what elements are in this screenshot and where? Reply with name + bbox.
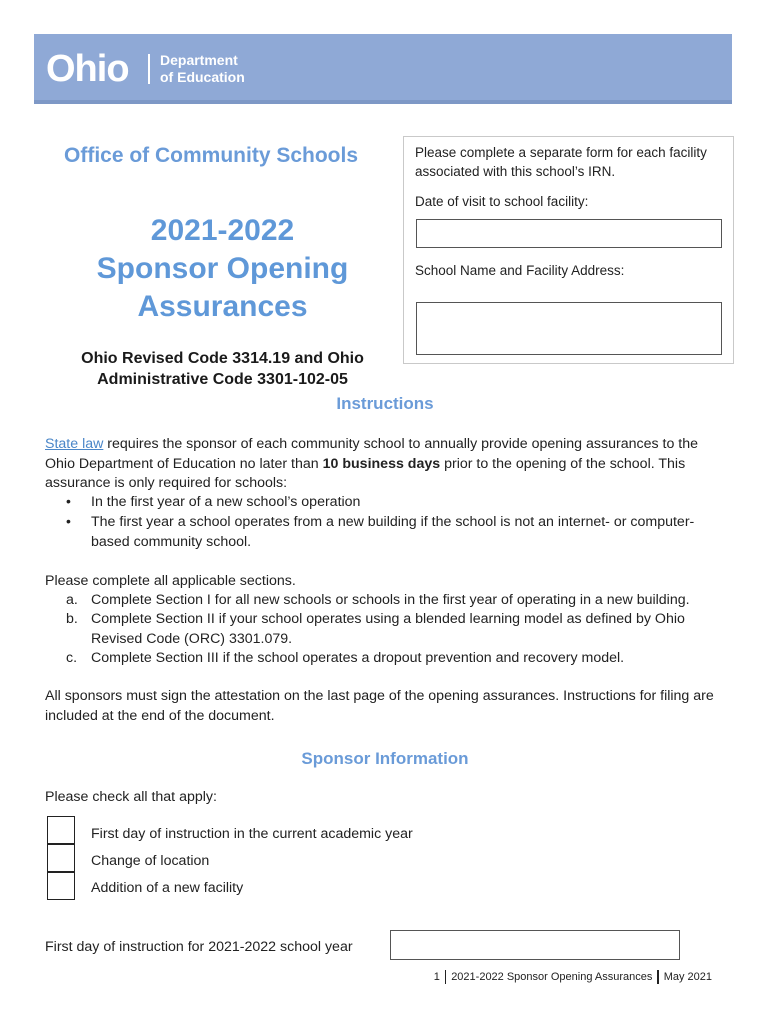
document-title-line-3: Assurances [137, 290, 308, 323]
header-banner [34, 34, 732, 104]
bullet-symbol: • [66, 513, 71, 529]
code-reference-line-1: Ohio Revised Code 3314.19 and Ohio [81, 350, 364, 367]
step-text: Complete Section III if the school operates a dropout prevention and recovery model. [91, 650, 625, 666]
step-label: c. [66, 650, 78, 666]
footer-title: 2021-2022 Sponsor Opening Assurances [451, 970, 653, 983]
address-label: School Name and Facility Address: [415, 263, 625, 278]
header-banner-shadow [34, 100, 732, 104]
checkbox-first-day[interactable] [47, 816, 75, 844]
ohio-logo-wordmark: Ohio [46, 48, 129, 90]
logo-divider [148, 54, 150, 84]
bullet-item: In the first year of a new school’s operation [91, 494, 361, 510]
footer-separator [657, 970, 658, 984]
footer-date: May 2021 [663, 970, 712, 983]
office-title: Office of Community Schools [64, 144, 359, 167]
first-day-label: First day of instruction for 2021-2022 school year [45, 939, 353, 955]
first-day-field[interactable] [390, 930, 680, 960]
department-name [160, 52, 245, 86]
document-title-line-2: Sponsor Opening [96, 252, 349, 285]
instructions-intro [45, 435, 730, 494]
check-prompt: Please check all that apply: [45, 789, 217, 805]
visit-date-field[interactable] [416, 219, 722, 248]
checkbox-change-location[interactable] [47, 844, 75, 872]
intro-text-part-2: prior to the opening of the school. This assurance is only required for schools: [45, 455, 686, 492]
attestation-note: All sponsors must sign the attestation on the last page of the opening assurances. Instructions for filing are included at the end of the document. [45, 688, 714, 724]
code-reference-line-2: Administrative Code 3301-102-05 [97, 371, 348, 388]
state-law-link[interactable]: State law [45, 436, 104, 452]
intro-text-bold: 10 business days [322, 455, 441, 472]
checkbox-change-location-label: Change of location [91, 853, 210, 869]
checkbox-new-facility[interactable] [47, 872, 75, 900]
document-title-line-1: 2021-2022 [150, 214, 295, 247]
document-title [60, 212, 385, 326]
facility-note: Please complete a separate form for each facility associated with this school’s IRN. [415, 145, 707, 179]
step-label: a. [66, 592, 78, 608]
bullet-item: The first year a school operates from a new building if the school is not an internet- or computer-based community school. [91, 514, 695, 550]
step-text: Complete Section I for all new schools or schools in the first year of operating in a new building. [91, 592, 690, 608]
intro-text-part-1: requires the sponsor of each community school to annually provide opening assurances to the Ohio Department of Education no later than [45, 436, 699, 472]
step-label: b. [66, 611, 78, 627]
footer-separator [445, 970, 446, 984]
address-field[interactable] [416, 302, 722, 355]
page-footer [0, 970, 712, 984]
complete-sections-intro: Please complete all applicable sections. [45, 573, 296, 589]
checkbox-new-facility-label: Addition of a new facility [91, 880, 244, 896]
checkbox-first-day-label: First day of instruction in the current academic year [91, 826, 413, 842]
instructions-heading: Instructions [336, 394, 434, 413]
department-line-2: of Education [160, 69, 245, 85]
department-line-1: Department [160, 52, 238, 68]
footer-page-number: 1 [433, 970, 440, 983]
visit-date-label: Date of visit to school facility: [415, 194, 589, 209]
code-reference-title [40, 348, 405, 390]
bullet-symbol: • [66, 493, 71, 509]
step-text: Complete Section II if your school operates using a blended learning model as defined by Ohio Revised Code (ORC) 3301.079. [91, 611, 685, 647]
sponsor-info-heading: Sponsor Information [301, 749, 469, 768]
